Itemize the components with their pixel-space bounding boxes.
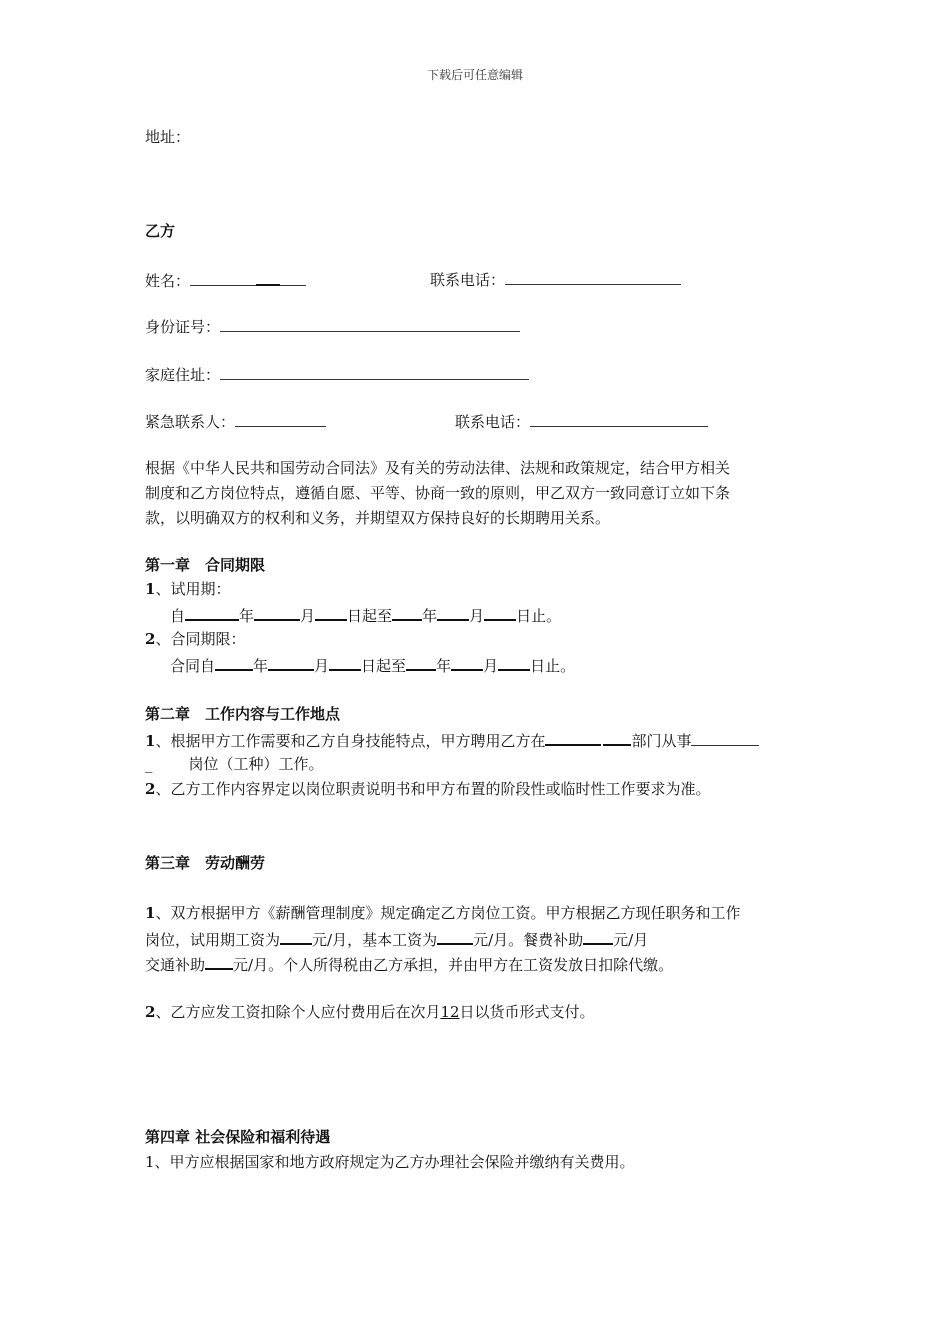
underscore-mark: _ <box>145 755 153 773</box>
chapter-3-item-1-line-2 <box>145 928 648 950</box>
chapter-4-title: 第四章 社会保险和福利待遇 <box>145 1128 331 1146</box>
contract-start-month[interactable] <box>268 654 314 671</box>
probation-from-label: 自 <box>170 607 186 625</box>
item-text: 元/月。餐费补助 <box>473 931 584 949</box>
emergency-blank[interactable] <box>235 411 326 427</box>
name-blank-a[interactable] <box>190 270 256 286</box>
chapter-1-item-2 <box>145 629 245 649</box>
end-label: 日止。 <box>530 657 576 675</box>
position-blank[interactable] <box>691 730 759 746</box>
party-b-emergency-phone-row <box>455 411 708 432</box>
probation-salary-blank[interactable] <box>280 928 312 945</box>
item-text: 元/月。个人所得税由乙方承担，并由甲方在工资发放日扣除代缴。 <box>233 956 674 974</box>
preamble-line-1: 根据《中华人民共和国劳动合同法》及有关的劳动法律、法规和政策规定，结合甲方相关 <box>145 459 731 477</box>
home-label: 家庭住址： <box>145 366 221 384</box>
item-number: 2 <box>145 630 156 648</box>
month-label: 月 <box>300 607 316 625</box>
year-label: 年 <box>239 607 255 625</box>
contract-period-row <box>170 654 575 676</box>
chapter-1-item-1 <box>145 579 230 599</box>
contract-from-label: 合同自 <box>170 657 216 675</box>
department-label: 部门从事 <box>631 732 692 750</box>
probation-period-row <box>170 604 561 626</box>
emergency-phone-blank[interactable] <box>530 411 708 427</box>
name-blank-b[interactable] <box>256 269 280 286</box>
chapter-1-title: 第一章 合同期限 <box>145 556 266 574</box>
item-text: 岗位（工种）工作。 <box>188 755 324 773</box>
name-blank-c[interactable] <box>280 270 306 286</box>
chapter-2-title: 第二章 工作内容与工作地点 <box>145 705 341 723</box>
item-number: 2 <box>145 780 156 798</box>
item-number: 2 <box>145 1003 156 1021</box>
preamble-line-3: 款，以明确双方的权利和义务，并期望双方保持良好的长期聘用关系。 <box>145 509 611 527</box>
contract-start-year[interactable] <box>215 654 253 671</box>
item-text: 、乙方工作内容界定以岗位职责说明书和甲方布置的阶段性或临时性工作要求为准。 <box>155 780 711 798</box>
item-number: 1 <box>145 732 156 750</box>
year-label: 年 <box>253 657 269 675</box>
id-blank[interactable] <box>220 316 520 332</box>
item-text: 岗位，试用期工资为 <box>145 931 281 949</box>
chapter-3-item-2 <box>145 1002 595 1022</box>
item-text: 、试用期： <box>155 580 231 598</box>
item-text: 元/月 <box>613 931 649 949</box>
item-number: 1 <box>145 904 156 922</box>
chapter-3-item-1-line-1 <box>145 903 740 923</box>
meal-allowance-blank[interactable] <box>583 928 613 945</box>
page-header-note: 下载后可任意编辑 <box>426 68 523 82</box>
probation-end-year[interactable] <box>392 604 422 621</box>
month-label: 月 <box>314 657 330 675</box>
chapter-4-item-1: 1、甲方应根据国家和地方政府规定为乙方办理社会保险并缴纳有关费用。 <box>145 1153 635 1171</box>
month-label: 月 <box>483 657 499 675</box>
year-label: 年 <box>422 607 438 625</box>
department-blank-a[interactable] <box>545 729 601 746</box>
party-b-emergency-row <box>145 411 326 432</box>
base-salary-blank[interactable] <box>437 928 473 945</box>
probation-end-month[interactable] <box>437 604 469 621</box>
chapter-2-item-2 <box>145 779 710 799</box>
start-to-label: 日起至 <box>361 657 407 675</box>
party-a-address-label: 地址： <box>145 128 191 146</box>
end-label: 日止。 <box>516 607 562 625</box>
probation-end-day[interactable] <box>484 604 516 621</box>
contract-end-year[interactable] <box>406 654 436 671</box>
contract-end-month[interactable] <box>451 654 483 671</box>
contract-start-day[interactable] <box>329 654 361 671</box>
pay-day-value: 12 <box>440 1003 460 1021</box>
contract-end-day[interactable] <box>498 654 530 671</box>
item-text: 、双方根据甲方《薪酬管理制度》规定确定乙方岗位工资。甲方根据乙方现任职务和工作 <box>155 904 741 922</box>
party-b-phone-row <box>430 269 681 290</box>
chapter-3-title: 第三章 劳动酬劳 <box>145 854 266 872</box>
department-blank-b[interactable] <box>603 729 631 746</box>
item-text: 、乙方应发工资扣除个人应付费用后在次月 <box>155 1003 441 1021</box>
probation-start-month[interactable] <box>254 604 300 621</box>
item-text: 元/月，基本工资为 <box>312 931 438 949</box>
home-blank[interactable] <box>220 364 529 380</box>
chapter-2-item-1-cont <box>145 754 324 774</box>
transport-allowance-blank[interactable] <box>205 953 233 970</box>
party-b-name-row <box>145 269 306 291</box>
month-label: 月 <box>469 607 485 625</box>
party-b-home-row <box>145 364 529 385</box>
probation-start-year[interactable] <box>185 604 239 621</box>
item-text: 、根据甲方工作需要和乙方自身技能特点，甲方聘用乙方在 <box>155 732 546 750</box>
phone-blank[interactable] <box>505 269 681 285</box>
phone-label: 联系电话： <box>430 271 506 289</box>
emergency-label: 紧急联系人： <box>145 413 236 431</box>
year-label: 年 <box>436 657 452 675</box>
probation-start-day[interactable] <box>315 604 347 621</box>
emergency-phone-label: 联系电话： <box>455 413 531 431</box>
chapter-2-item-1 <box>145 729 759 751</box>
item-text: 交通补助 <box>145 956 206 974</box>
id-label: 身份证号： <box>145 318 221 336</box>
item-number: 1 <box>145 580 156 598</box>
party-b-id-row <box>145 316 520 337</box>
item-text: 日以货币形式支付。 <box>459 1003 595 1021</box>
preamble-line-2: 制度和乙方岗位特点，遵循自愿、平等、协商一致的原则，甲乙双方一致同意订立如下条 <box>145 484 731 502</box>
name-label: 姓名： <box>145 272 191 290</box>
chapter-3-item-1-line-3 <box>145 953 673 975</box>
party-b-title: 乙方 <box>145 222 176 240</box>
start-to-label: 日起至 <box>347 607 393 625</box>
item-text: 、合同期限： <box>155 630 246 648</box>
